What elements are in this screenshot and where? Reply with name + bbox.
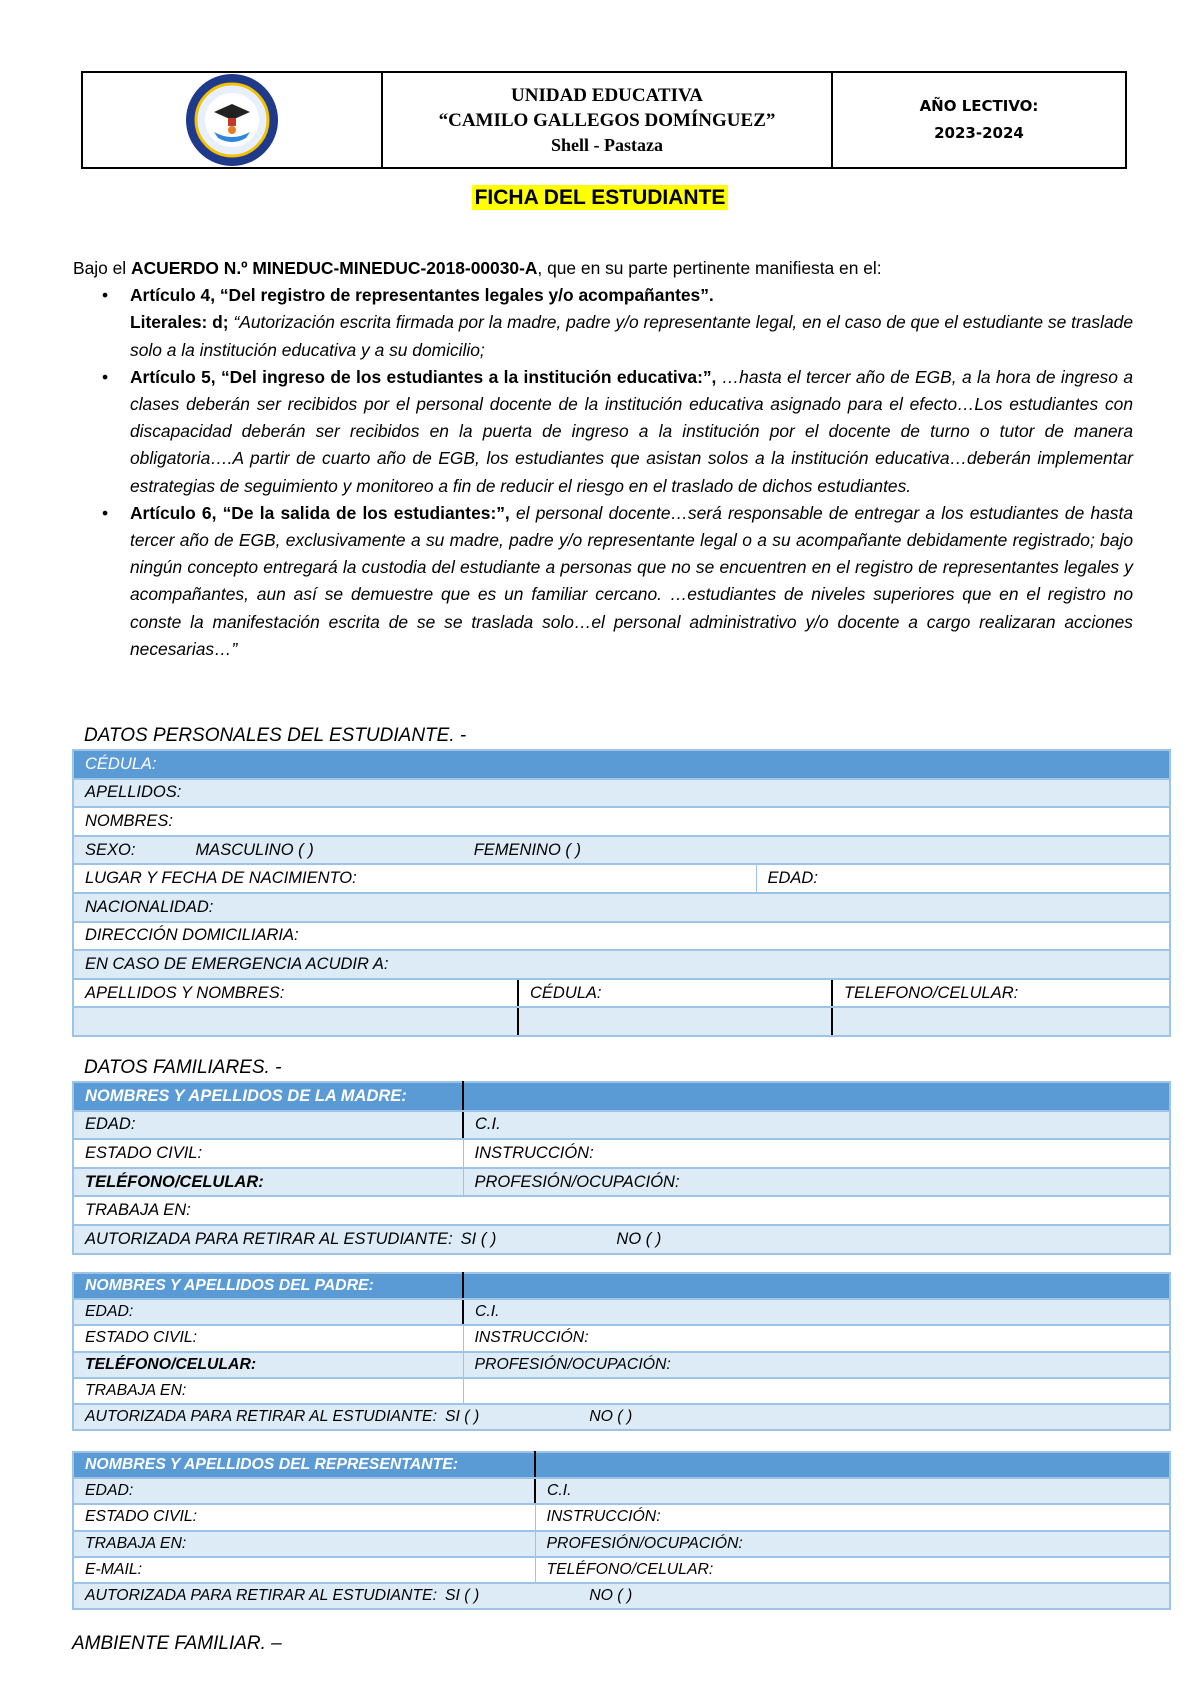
- padre-table: [72, 1272, 1171, 1431]
- padre-autorizada-label: AUTORIZADA PARA RETIRAR AL ESTUDIANTE:: [85, 1408, 437, 1426]
- article-5-text: …hasta el tercer año de EGB, a la hora de ingreso a clases deberán ser recibidos por el personal docente de la institución educativa asignado para el efecto…Los estudiantes con discapacidad deberán ser recibidos en la puerta de ingreso a la institución por el docente de turno o tutor de manera obligatoria….A partir de cuarto año de EGB, los estudiantes que asistan solos a la institución educativa…deberán implementar estrategias de seguimiento y monitoreo a fin de reducir el riesgo en el traslado de dichos estudiantes.: [130, 366, 1133, 496]
- madre-instruccion[interactable]: INSTRUCCIÓN:: [463, 1139, 1170, 1168]
- em-telefono-label[interactable]: TELEFONO/CELULAR:: [832, 979, 1170, 1008]
- apellidos-label[interactable]: APELLIDOS:: [73, 779, 1170, 808]
- rep-profesion[interactable]: PROFESIÓN/OCUPACIÓN:: [535, 1531, 1170, 1557]
- year-label: AÑO LECTIVO:: [919, 97, 1039, 115]
- sexo-label: SEXO:: [85, 840, 136, 859]
- rep-title: NOMBRES Y APELLIDOS DEL REPRESENTANTE:: [73, 1452, 535, 1478]
- article-4-text: “Autorización escrita firmada por la madre, padre y/o representante legal, en el caso de que el estudiante se traslade solo a la institución educativa y a su domicilio;: [130, 312, 1133, 360]
- nombres-label[interactable]: NOMBRES:: [73, 807, 1170, 836]
- year-cell: [833, 73, 1125, 167]
- em-cedula-label[interactable]: CÉDULA:: [518, 979, 832, 1008]
- lead-pre: Bajo el: [73, 258, 132, 278]
- madre-autorizada-row[interactable]: [73, 1225, 1170, 1254]
- padre-instruccion[interactable]: INSTRUCCIÓN:: [463, 1325, 1170, 1351]
- lugar-fecha-label[interactable]: LUGAR Y FECHA DE NACIMIENTO:: [73, 864, 756, 893]
- ambiente-heading: AMBIENTE FAMILIAR. –: [72, 1633, 282, 1654]
- madre-telefono[interactable]: TELÉFONO/CELULAR:: [73, 1168, 463, 1197]
- logo-cell: [83, 73, 383, 167]
- personal-table: [72, 749, 1171, 1037]
- title-wrap: [0, 186, 1200, 210]
- lead-bold: ACUERDO N.º MINEDUC-MINEDUC-2018-00030-A: [131, 258, 538, 278]
- school-line2: “CAMILO GALLEGOS DOMÍNGUEZ”: [438, 109, 776, 131]
- school-line1: UNIDAD EDUCATIVA: [511, 84, 703, 106]
- padre-ci[interactable]: C.I.: [463, 1299, 1170, 1325]
- madre-ci[interactable]: C.I.: [463, 1111, 1170, 1140]
- article-4-title: Artículo 4, “Del registro de representantes legales y/o acompañantes”.: [130, 285, 714, 306]
- rep-autorizada-row[interactable]: [73, 1583, 1170, 1609]
- sexo-row[interactable]: [73, 836, 1170, 865]
- header-table: [81, 71, 1127, 169]
- rep-email[interactable]: E-MAIL:: [73, 1557, 535, 1583]
- rep-edad[interactable]: EDAD:: [73, 1478, 535, 1504]
- rep-telefono[interactable]: TELÉFONO/CELULAR:: [535, 1557, 1170, 1583]
- rep-autorizada-label: AUTORIZADA PARA RETIRAR AL ESTUDIANTE:: [85, 1587, 437, 1605]
- rep-si-option[interactable]: SI ( ): [444, 1587, 480, 1605]
- masculino-option[interactable]: MASCULINO ( ): [195, 840, 314, 859]
- article-5-title: Artículo 5, “Del ingreso de los estudiantes a la institución educativa:”,: [130, 366, 717, 387]
- intro-lead: [73, 255, 1133, 282]
- madre-autorizada-label: AUTORIZADA PARA RETIRAR AL ESTUDIANTE:: [85, 1229, 453, 1248]
- year-value: 2023-2024: [934, 124, 1024, 142]
- femenino-option[interactable]: FEMENINO ( ): [473, 840, 581, 859]
- direccion-label[interactable]: DIRECCIÓN DOMICILIARIA:: [73, 922, 1170, 951]
- madre-name-field[interactable]: [463, 1082, 1170, 1111]
- cedula-label[interactable]: CÉDULA:: [73, 750, 1170, 779]
- rep-name-field[interactable]: [535, 1452, 1170, 1478]
- school-crest-icon: [184, 72, 280, 168]
- intro-text: [73, 255, 1133, 663]
- madre-edad[interactable]: EDAD:: [73, 1111, 463, 1140]
- articles-list: [73, 282, 1133, 663]
- madre-profesion[interactable]: PROFESIÓN/OCUPACIÓN:: [463, 1168, 1170, 1197]
- madre-estado-civil[interactable]: ESTADO CIVIL:: [73, 1139, 463, 1168]
- school-name-cell: [383, 73, 833, 167]
- school-line3: Shell - Pastaza: [551, 134, 663, 155]
- edad-label[interactable]: EDAD:: [756, 864, 1170, 893]
- page-title: FICHA DEL ESTUDIANTE: [472, 185, 729, 210]
- family-heading: DATOS FAMILIARES. -: [84, 1057, 282, 1078]
- article-6-title: Artículo 6, “De la salida de los estudiantes:”,: [130, 502, 510, 523]
- em-telefono-field[interactable]: [832, 1007, 1170, 1036]
- madre-title: NOMBRES Y APELLIDOS DE LA MADRE:: [73, 1082, 463, 1111]
- rep-estado-civil[interactable]: ESTADO CIVIL:: [73, 1504, 535, 1530]
- padre-estado-civil[interactable]: ESTADO CIVIL:: [73, 1325, 463, 1351]
- article-6-text: el personal docente…será responsable de entregar a los estudiantes de hasta tercer año de EGB, exclusivamente a su madre, padre y/o representante legal o a su acompañante debidamente registrado; bajo ningún concepto entregará la custodia del estudiante a personas que no se encuentren en el registro de representantes legales y acompañantes, aun así se demuestre que es un familiar cercano. …estudiantes de niveles superiores que en el registro no conste la manifestación escrita de se se traslada solo…el personal administrativo y/o docente a cargo realizaran acciones necesarias…”: [130, 502, 1133, 659]
- em-nombres-label[interactable]: APELLIDOS Y NOMBRES:: [73, 979, 518, 1008]
- em-nombres-field[interactable]: [73, 1007, 518, 1036]
- padre-name-field[interactable]: [463, 1273, 1170, 1299]
- madre-si-option[interactable]: SI ( ): [460, 1229, 497, 1248]
- representante-table: [72, 1451, 1171, 1610]
- emergencia-label: EN CASO DE EMERGENCIA ACUDIR A:: [73, 950, 1170, 979]
- rep-ci[interactable]: C.I.: [535, 1478, 1170, 1504]
- padre-title: NOMBRES Y APELLIDOS DEL PADRE:: [73, 1273, 463, 1299]
- em-cedula-field[interactable]: [518, 1007, 832, 1036]
- lead-post: , que en su parte pertinente manifiesta en el:: [537, 258, 882, 278]
- article-6: • Artículo 6, “De la salida de los estudiantes:”, el personal docente…será responsable de entregar a los estudiantes de hasta tercer año de EGB, exclusivamente a su madre, padre y/o representante legal o a su acompañante debidamente registrado; bajo ningún concepto entregará la custodia del estudiante a personas que no se encuentren en el registro de representantes legales y acompañantes, aun así se demuestre que es un familiar cercano. …estudiantes de niveles superiores que en el registro no conste la manifestación escrita de se se traslada solo…el personal administrativo y/o docente a cargo realizaran acciones necesarias…”: [102, 502, 1133, 659]
- padre-telefono[interactable]: TELÉFONO/CELULAR:: [73, 1352, 463, 1378]
- madre-table: [72, 1081, 1171, 1255]
- rep-instruccion[interactable]: INSTRUCCIÓN:: [535, 1504, 1170, 1530]
- padre-trabaja-field[interactable]: [463, 1378, 1170, 1404]
- article-5: • Artículo 5, “Del ingreso de los estudiantes a la institución educativa:”, …hasta el tercer año de EGB, a la hora de ingreso a clases deberán ser recibidos por el personal docente de la institución educativa asignado para el efecto…Los estudiantes con discapacidad deberán ser recibidos en la puerta de ingreso a la institución por el docente de turno o tutor de manera obligatoria….A partir de cuarto año de EGB, los estudiantes que asistan solos a la institución educativa…deberán implementar estrategias de seguimiento y monitoreo a fin de reducir el riesgo en el traslado de dichos estudiantes.: [102, 366, 1133, 496]
- personal-heading: DATOS PERSONALES DEL ESTUDIANTE. -: [84, 725, 467, 746]
- padre-trabaja[interactable]: TRABAJA EN:: [73, 1378, 463, 1404]
- padre-profesion[interactable]: PROFESIÓN/OCUPACIÓN:: [463, 1352, 1170, 1378]
- padre-edad[interactable]: EDAD:: [73, 1299, 463, 1325]
- padre-no-option[interactable]: NO ( ): [589, 1408, 633, 1426]
- article-4-literal: Literales: d;: [130, 312, 229, 333]
- nacionalidad-label[interactable]: NACIONALIDAD:: [73, 893, 1170, 922]
- rep-no-option[interactable]: NO ( ): [589, 1587, 633, 1605]
- rep-trabaja[interactable]: TRABAJA EN:: [73, 1531, 535, 1557]
- madre-no-option[interactable]: NO ( ): [616, 1229, 662, 1248]
- padre-si-option[interactable]: SI ( ): [444, 1408, 480, 1426]
- article-4: • Artículo 4, “Del registro de representantes legales y/o acompañantes”. Literales: d; “Autorización escrita firmada por la madre, padre y/o representante legal, en el caso de que el estudiante se traslade solo a la institución educativa y a su domicilio;: [102, 285, 1133, 360]
- madre-trabaja[interactable]: TRABAJA EN:: [73, 1196, 1170, 1225]
- padre-autorizada-row[interactable]: [73, 1404, 1170, 1430]
